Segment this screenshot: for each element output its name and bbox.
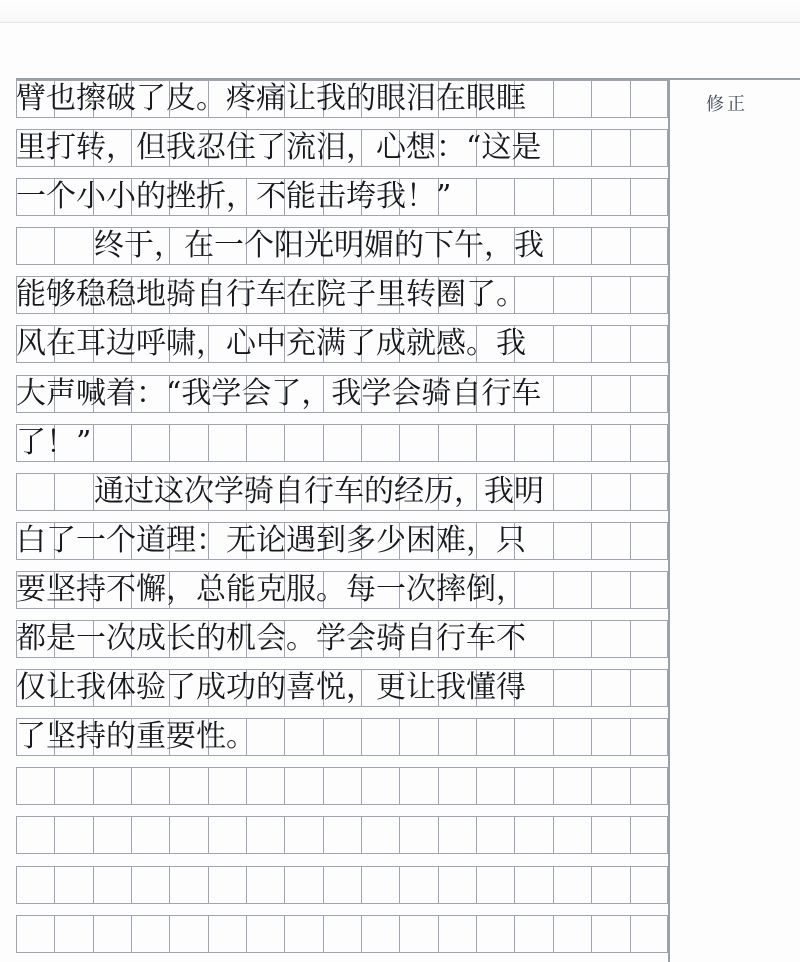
grid-row (16, 571, 668, 620)
grid-row (16, 522, 668, 571)
essay-line: 通过这次学骑自行车的经历，我明 (94, 473, 544, 509)
grid-row (16, 915, 668, 962)
essay-line: 里打转，但我忍住了流泪，心想：“这是 (16, 130, 542, 166)
paper-top-edge (0, 0, 800, 23)
grid-row (16, 816, 668, 865)
grid-row (16, 866, 668, 915)
margin-rule-line (668, 78, 670, 962)
grid-row (16, 375, 668, 424)
essay-line: 白了一个道理：无论遇到多少困难，只 (16, 522, 526, 558)
writing-grid (16, 80, 668, 962)
grid-row (16, 129, 668, 178)
grid-row (16, 473, 668, 522)
grid-row (16, 718, 668, 767)
grid-row (16, 80, 668, 129)
grid-row (16, 767, 668, 816)
grid-row (16, 276, 668, 325)
essay-line: 一个小小的挫折，不能击垮我！” (16, 179, 452, 215)
essay-line: 要坚持不懈，总能克服。每一次摔倒， (16, 571, 526, 607)
grid-row (16, 620, 668, 669)
grid-row (16, 424, 668, 473)
essay-line (16, 768, 668, 804)
essay-line: 臂也擦破了皮。疼痛让我的眼泪在眼眶 (16, 81, 526, 116)
grid-row (16, 227, 668, 276)
grid-row (16, 669, 668, 718)
essay-line: 都是一次成长的机会。学会骑自行车不 (16, 621, 526, 657)
essay-line (16, 916, 668, 952)
essay-line: 了！” (16, 424, 92, 460)
essay-line: 终于，在一个阳光明媚的下午，我 (94, 228, 544, 264)
essay-line: 能够稳稳地骑自行车在院子里转圈了。 (16, 277, 526, 313)
correction-column-label: 修正 (706, 94, 748, 115)
essay-line (16, 817, 668, 853)
essay-line: 了坚持的重要性。 (16, 719, 256, 755)
essay-line: 大声喊着：“我学会了，我学会骑自行车 (16, 375, 542, 411)
grid-row (16, 325, 668, 374)
grid-row (16, 178, 668, 227)
essay-line: 风在耳边呼啸，心中充满了成就感。我 (16, 326, 526, 362)
essay-line: 仅让我体验了成功的喜悦，更让我懂得 (16, 670, 526, 706)
essay-line (16, 867, 668, 903)
